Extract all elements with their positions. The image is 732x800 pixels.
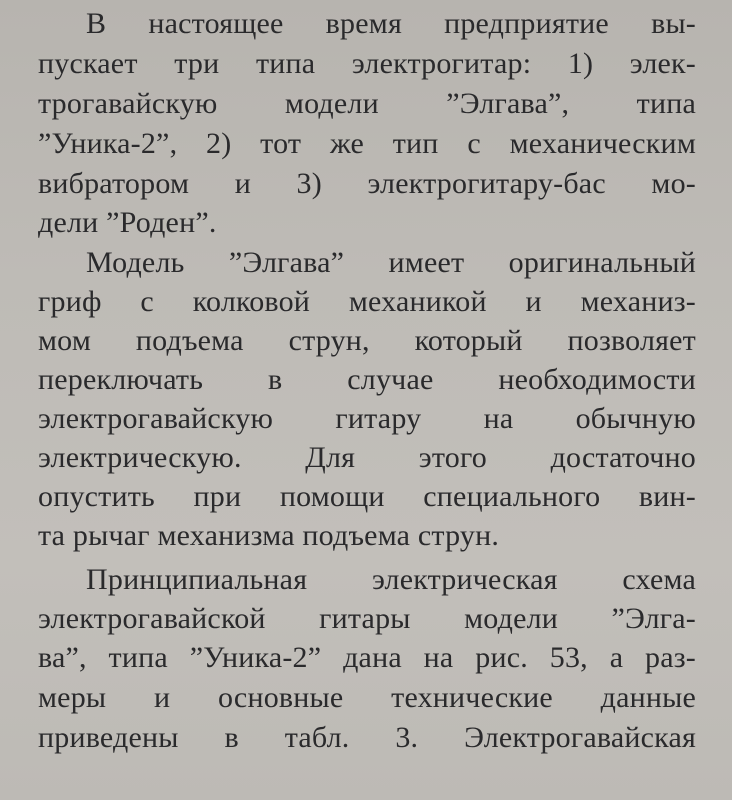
text-line: та рычаг механизма подъема струн. [38,519,500,552]
text-line: гриф с колковой механикой и механиз- [38,285,696,318]
text-line: ”Уника-2”, 2) тот же тип с механическим [38,127,696,160]
text-line: пускает три типа электрогитар: 1) элек- [38,47,696,80]
text-line: мом подъема струн, который позволяет [38,324,696,357]
text-line: вибратором и 3) электрогитару-бас мо- [38,167,696,200]
text-line: Принципиальная электрическая схема [86,563,696,596]
text-line: В настоящее время предприятие вы- [86,7,696,40]
text-line: меры и основные технические данные [38,681,696,714]
text-line: опустить при помощи специального вин- [38,480,696,513]
text-line: приведены в табл. 3. Электрогавайская [38,721,696,754]
text-line: дели ”Роден”. [38,206,217,239]
text-line: электрогавайской гитары модели ”Элга- [38,602,696,635]
text-line: трогавайскую модели ”Элгава”, типа [38,87,696,120]
text-line: электрогавайскую гитару на обычную [38,402,696,435]
text-line: электрическую. Для этого достаточно [38,441,696,474]
text-line: переключать в случае необходимости [38,363,696,396]
text-line: Модель ”Элгава” имеет оригинальный [86,246,696,279]
text-line: ва”, типа ”Уника-2” дана на рис. 53, а раз- [38,641,696,674]
